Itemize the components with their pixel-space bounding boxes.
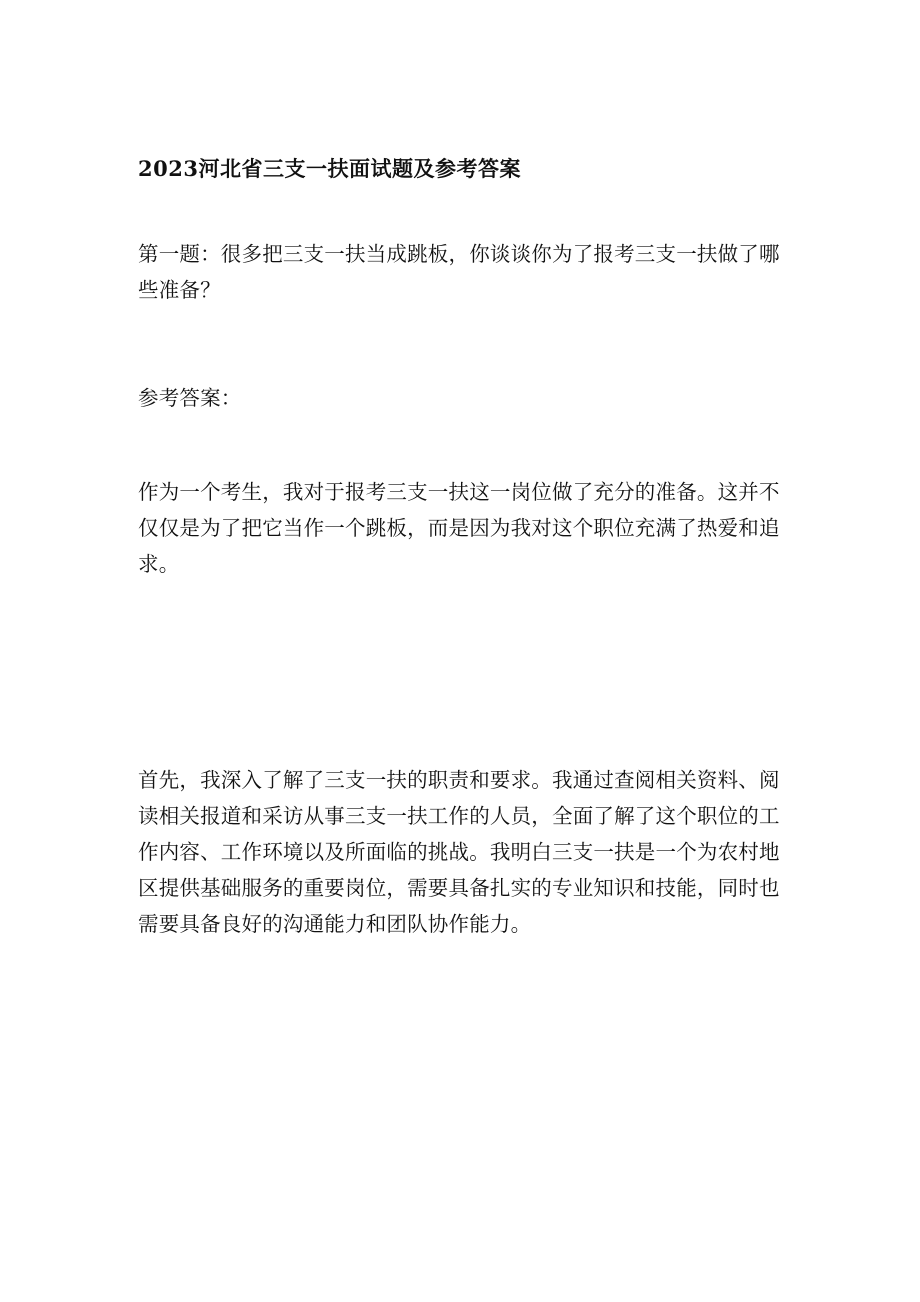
answer-label: 参考答案：	[138, 386, 242, 410]
answer-paragraph-intro: 作为一个考生，我对于报考三支一扶这一岗位做了充分的准备。这并不仅仅是为了把它当作一个跳板，而是因为我对这个职位充满了热爱和追求。	[138, 480, 780, 576]
answer-paragraph-first: 首先，我深入了解了三支一扶的职责和要求。我通过查阅相关资料、阅读相关报道和采访从事三支一扶工作的人员，全面了解了这个职位的工作内容、工作环境以及所面临的挑战。我明白三支一扶是一个为农村地区提供基础服务的重要岗位，需要具备扎实的专业知识和技能，同时也需要具备良好的沟通能力和团队协作能力。	[138, 768, 780, 936]
question-text: 第一题：很多把三支一扶当成跳板，你谈谈你为了报考三支一扶做了哪些准备？	[138, 242, 780, 302]
document-title: 2023河北省三支一扶面试题及参考答案	[138, 156, 521, 181]
